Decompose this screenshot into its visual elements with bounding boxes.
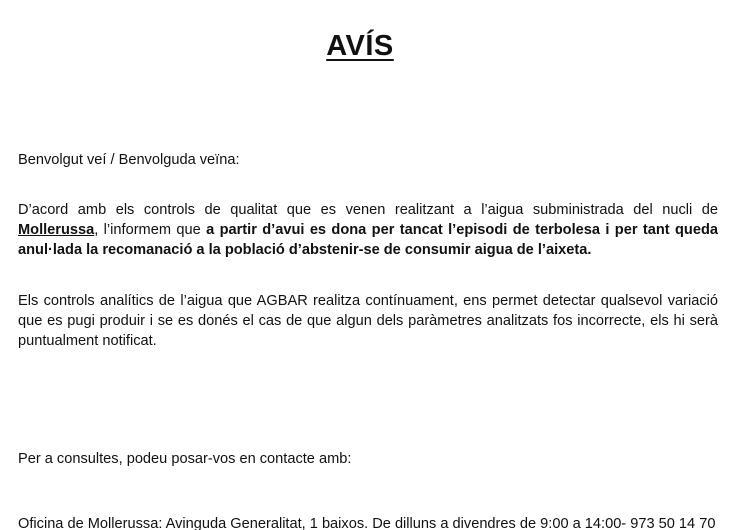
announcement-intro: D’acord amb els controls de qualitat que es venen realitzant a l’aigua subministrada del nucli de (18, 202, 718, 218)
announcement-paragraph (18, 200, 718, 260)
announcement-key-message: a partir d’avui es dona per tancat l’episodi de terbolesa i per tant queda anul·lada la recomanació a la població d’abstenir-se de consumir aigua de l’aixeta. (18, 222, 718, 258)
contact-intro: Per a consultes, podeu posar-vos en contacte amb: (18, 451, 352, 467)
announcement-connector: , l’informem que (94, 222, 207, 238)
controls-paragraph: Els controls analítics de l’aigua que AGBAR realitza contínuament, ens permet detectar qualsevol variació que es pugi produir i se es donés el cas de que algun dels paràmetres analitzats fos incorrecte, els hi serà puntualment notificat. (18, 293, 718, 349)
greeting: Benvolgut veí / Benvolguda veïna: (18, 152, 240, 168)
town-name: Mollerussa (18, 222, 95, 238)
notice-title: AVÍS (326, 30, 394, 62)
office-info: Oficina de Mollerussa: Avinguda Generalitat, 1 baixos. De dilluns a divendres de 9:00 a 14:00- 973 50 14 70 (18, 516, 716, 530)
